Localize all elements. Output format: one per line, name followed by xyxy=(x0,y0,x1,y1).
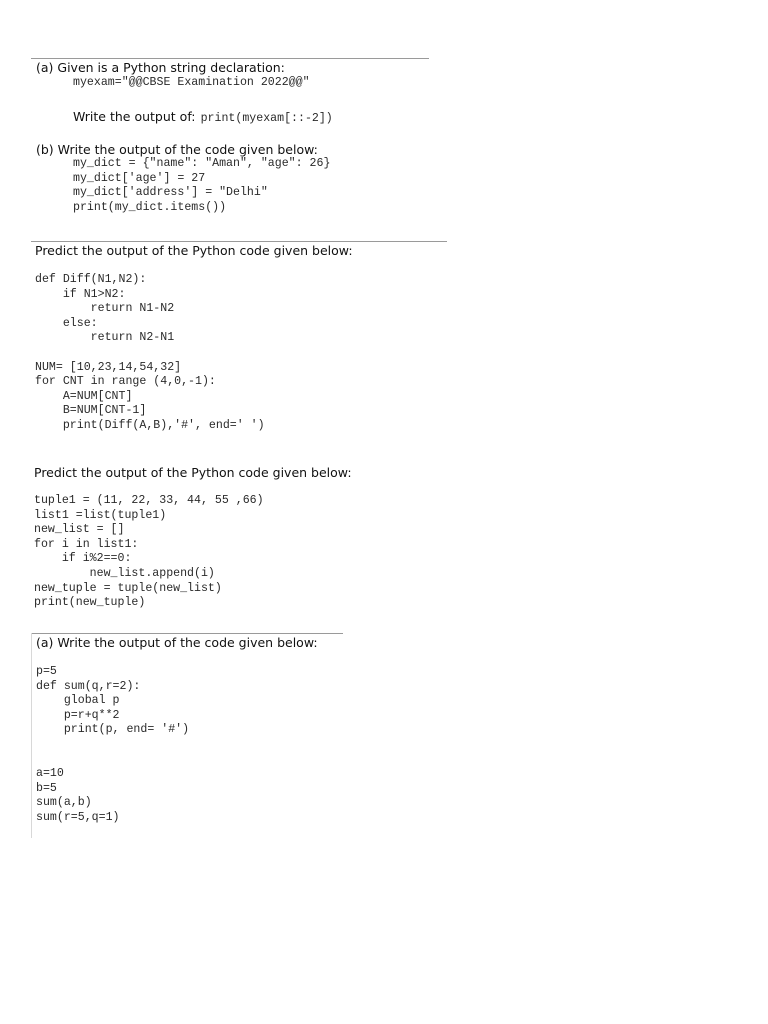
q1-b-code: my_dict = {"name": "Aman", "age": 26} my_dict['age'] = 27 my_dict['address'] = "Delhi" print(my_dict.items()) xyxy=(73,157,331,214)
q2-code: def Diff(N1,N2): if N1>N2: return N1-N2 else: return N2-N1 NUM= [10,23,14,54,32] for CNT in range (4,0,-1): A=NUM[CNT] B=NUM[CNT-1] print(Diff(A,B),'#', end=' ') xyxy=(35,273,265,432)
q2-top-rule xyxy=(31,241,447,242)
q3-code: tuple1 = (11, 22, 33, 44, 55 ,66) list1 =list(tuple1) new_list = [] for i in list1: if i%2==0: new_list.append(i) new_tuple = tuple(new_list) print(new_tuple) xyxy=(34,494,264,610)
q1-b-label: (b) Write the output of the code given below: xyxy=(36,142,318,157)
q1-a-prompt-code: print(myexam[::-2]) xyxy=(200,112,333,125)
q1-top-rule xyxy=(31,58,429,59)
q3-heading: Predict the output of the Python code given below: xyxy=(34,465,352,480)
q1-a-prompt xyxy=(73,108,333,127)
q4-top-rule xyxy=(31,633,343,634)
q4-code: p=5 def sum(q,r=2): global p p=r+q**2 print(p, end= '#') a=10 b=5 sum(a,b) sum(r=5,q=1) xyxy=(36,665,190,824)
q4-left-border xyxy=(31,633,32,838)
q1-a-label: (a) Given is a Python string declaration: xyxy=(36,60,285,75)
q1-a-code: myexam="@@CBSE Examination 2022@@" xyxy=(73,76,310,89)
q1-a-prompt-label: Write the output of: xyxy=(73,109,196,124)
q4-heading: (a) Write the output of the code given below: xyxy=(36,635,318,650)
q2-heading: Predict the output of the Python code given below: xyxy=(35,243,353,258)
